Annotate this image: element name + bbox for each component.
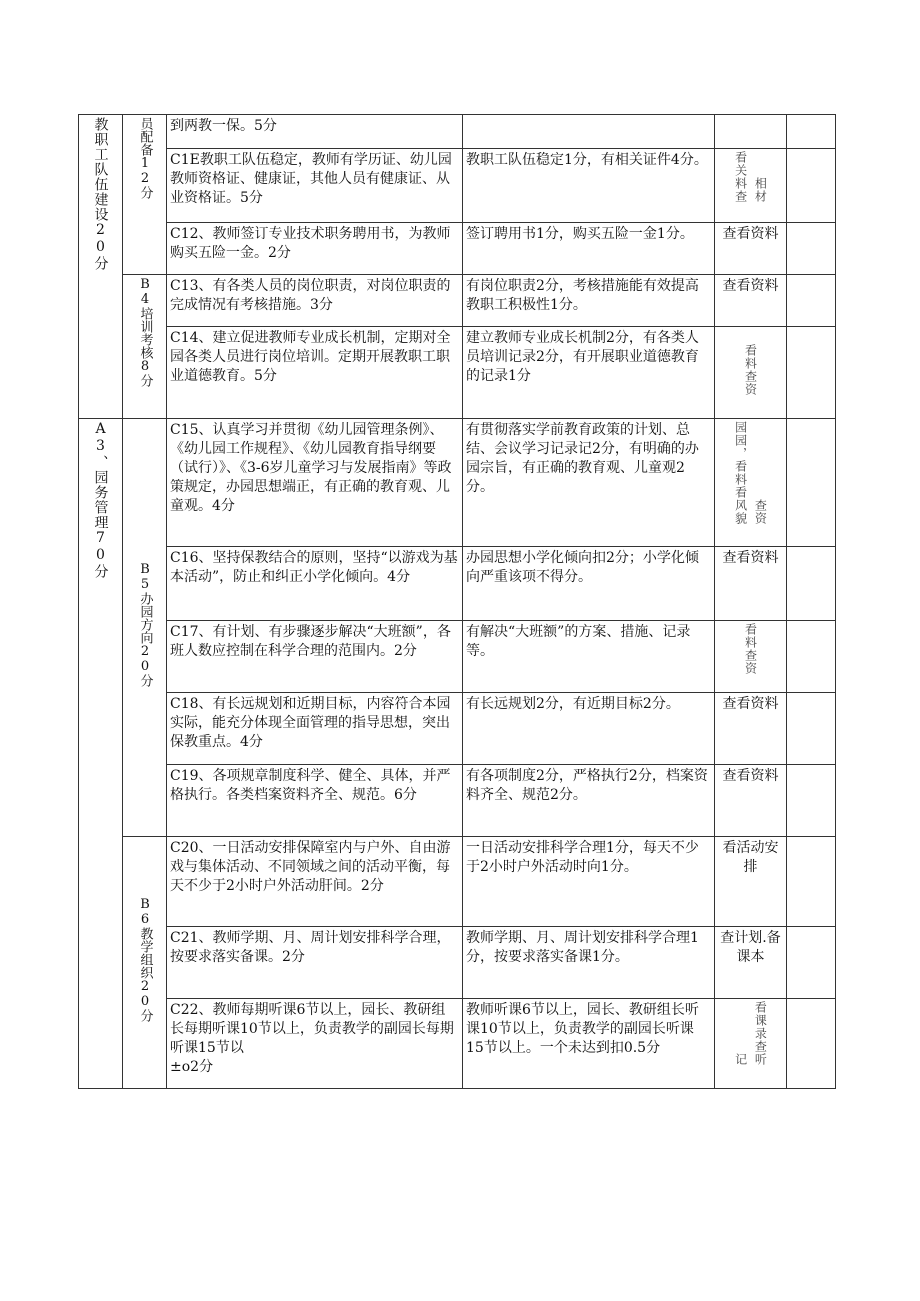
standard-cell (463, 693, 715, 765)
method-text: 看课录查听 (753, 1001, 768, 1066)
content-text: C20、一日活动安排保障室内与户外、自由游戏与集体活动、不同领域之间的活动平衡，每天不少于2小时户外活动肝间。2分 (170, 840, 451, 894)
table-row (79, 693, 836, 765)
group-b6-label: B6教学组织20分 (137, 897, 153, 1022)
standard-cell (463, 223, 715, 275)
standard-text: 签订聘用书1分，购买五险一金1分。 (466, 226, 694, 242)
content-text: C22、教师每期听课6节以上，园长、教研组长每期听课10节以上，负责教学的副园长每期听课15节以 (170, 1002, 454, 1056)
table-row (79, 927, 836, 999)
section-a3-label: A3、园务管理70分 (92, 421, 109, 579)
standard-text: 有各项制度2分，严格执行2分，档案资料齐全、规范2分。 (466, 768, 708, 803)
evaluation-table (78, 114, 836, 1089)
method-text: 查看资料 (722, 696, 779, 712)
method-text: 查计划.备课本 (720, 930, 781, 965)
score-cell (787, 927, 836, 999)
section-staff-cell (79, 115, 123, 419)
score-cell (787, 621, 836, 693)
content-text: 到两教一保。5分 (170, 118, 277, 134)
method-cell (715, 327, 787, 419)
standard-cell (463, 327, 715, 419)
content-text: C14、建立促进教师专业成长机制，定期对全园各类人员进行岗位培训。定期开展教职工职业道德教育。5分 (170, 330, 451, 384)
method-text-side: 相材 (753, 177, 768, 203)
table-row (79, 419, 836, 547)
content-text-tail: ±o2分 (170, 1059, 214, 1075)
content-cell (167, 149, 463, 223)
standard-text: 建立教师专业成长机制2分，有各类人员培训记录2分，有开展职业道德教育的记录1分 (466, 330, 699, 384)
method-text: 看活动安排 (722, 840, 779, 875)
table-row (79, 999, 836, 1089)
method-cell (715, 693, 787, 765)
standard-cell (463, 419, 715, 547)
table-row (79, 223, 836, 275)
standard-cell (463, 927, 715, 999)
score-cell (787, 765, 836, 837)
score-cell (787, 149, 836, 223)
content-cell (167, 837, 463, 927)
group-b4-label: B4培训考核8分 (137, 277, 153, 387)
method-text: 查看资料 (722, 768, 779, 784)
content-text: C13、有各类人员的岗位职责，对岗位职责的完成情况有考核措施。3分 (170, 278, 451, 313)
table-row (79, 275, 836, 327)
method-cell (715, 115, 787, 149)
method-cell (715, 927, 787, 999)
score-cell (787, 275, 836, 327)
group-staffing-label: 员配备12分 (137, 117, 153, 199)
score-cell (787, 693, 836, 765)
standard-text: 有岗位职责2分，考核措施能有效提高教职工积极性1分。 (466, 278, 699, 313)
method-text-side: 查资 (753, 499, 768, 525)
table-row (79, 547, 836, 621)
method-text: 看料查资 (743, 623, 758, 675)
group-b6-cell (123, 837, 167, 1089)
standard-text: 办园思想小学化倾向扣2分；小学化倾向严重该项不得分。 (466, 550, 699, 585)
standard-cell (463, 547, 715, 621)
content-text: C19、各项规章制度科学、健全、具体，并严格执行。各类档案资料齐全、规范。6分 (170, 768, 451, 803)
standard-cell (463, 837, 715, 927)
content-cell (167, 547, 463, 621)
method-cell (715, 621, 787, 693)
method-text: 园园，看料看风貌 (733, 421, 748, 525)
content-cell (167, 327, 463, 419)
content-cell (167, 999, 463, 1089)
group-b4-cell (123, 275, 167, 419)
method-cell (715, 547, 787, 621)
standard-cell (463, 999, 715, 1089)
method-cell (715, 419, 787, 547)
content-text: C16、坚持保教结合的原则，坚持“以游戏为基本活动”，防止和纠正小学化倾向。4分 (170, 550, 458, 585)
method-text: 查看资料 (722, 278, 779, 294)
standard-text: 教职工队伍稳定1分，有相关证件4分。 (466, 152, 708, 168)
method-text: 看关料查 (733, 151, 748, 203)
section-a3-cell (79, 419, 123, 1089)
content-cell (167, 223, 463, 275)
content-cell (167, 621, 463, 693)
standard-cell (463, 275, 715, 327)
score-cell (787, 115, 836, 149)
standard-cell (463, 115, 715, 149)
content-text: C21、教师学期、月、周计划安排科学合理，按要求落实备课。2分 (170, 930, 451, 965)
content-text: C17、有计划、有步骤逐步解决“大班额”，各班人数应控制在科学合理的范围内。2分 (170, 624, 451, 659)
score-cell (787, 547, 836, 621)
content-cell (167, 927, 463, 999)
standard-text: 教师听课6节以上，园长、教研组长听课10节以上，负责教学的副园长听课15节以上。一个未达到扣0.5分 (466, 1002, 699, 1056)
content-cell (167, 419, 463, 547)
method-cell (715, 837, 787, 927)
content-cell (167, 275, 463, 327)
standard-text: 有解决“大班额”的方案、措施、记录等。 (466, 624, 691, 659)
content-cell (167, 115, 463, 149)
score-cell (787, 999, 836, 1089)
group-b5-label: B5办园方向20分 (137, 562, 153, 687)
method-cell (715, 223, 787, 275)
standard-text: 有长远规划2分，有近期目标2分。 (466, 696, 680, 712)
group-b5-cell (123, 419, 167, 837)
method-text: 查看资料 (722, 550, 779, 566)
content-text: C18、有长远规划和近期目标，内容符合本园实际，能充分体现全面管理的指导思想，突出保教重点。4分 (170, 696, 451, 750)
table-row (79, 765, 836, 837)
score-cell (787, 419, 836, 547)
score-cell (787, 327, 836, 419)
method-cell (715, 999, 787, 1089)
method-text: 看料查资 (743, 343, 758, 396)
table-row (79, 327, 836, 419)
method-cell (715, 149, 787, 223)
method-cell (715, 765, 787, 837)
content-text: C12、教师签订专业技术职务聘用书，为教师购买五险一金。2分 (170, 226, 451, 261)
method-text-side: 记 (733, 1053, 748, 1066)
table-row (79, 621, 836, 693)
score-cell (787, 837, 836, 927)
standard-cell (463, 621, 715, 693)
table-row (79, 149, 836, 223)
table-row (79, 837, 836, 927)
standard-cell (463, 149, 715, 223)
score-cell (787, 223, 836, 275)
table-row (79, 115, 836, 149)
content-text: C15、认真学习并贯彻《幼儿园管理条例》、《幼儿园工作规程》、《幼儿园教育指导纲要（试行）》、《3-6岁儿童学习与发展指南》等政策规定，办园思想端正，有正确的教育观、儿童观。4分 (170, 422, 452, 514)
standard-text: 一日活动安排科学合理1分，每天不少于2小时户外活动时向1分。 (466, 840, 699, 875)
content-cell (167, 693, 463, 765)
method-text: 查看资料 (722, 226, 779, 242)
content-text: C1E教职工队伍稳定，教师有学历证、幼儿园教师资格证、健康证，其他人员有健康证、从业资格证。5分 (170, 152, 452, 206)
content-cell (167, 765, 463, 837)
method-cell (715, 275, 787, 327)
standard-text: 有贯彻落实学前教育政策的计划、总结、会议学习记录记2分，有明确的办园宗旨，有正确的教育观、儿童观2分。 (466, 422, 699, 495)
section-staff-label: 教职工队伍建设20分 (92, 117, 109, 271)
standard-text: 教师学期、月、周计划安排科学合理1分，按要求落实备课1分。 (466, 930, 699, 965)
group-staffing-cell (123, 115, 167, 275)
standard-cell (463, 765, 715, 837)
